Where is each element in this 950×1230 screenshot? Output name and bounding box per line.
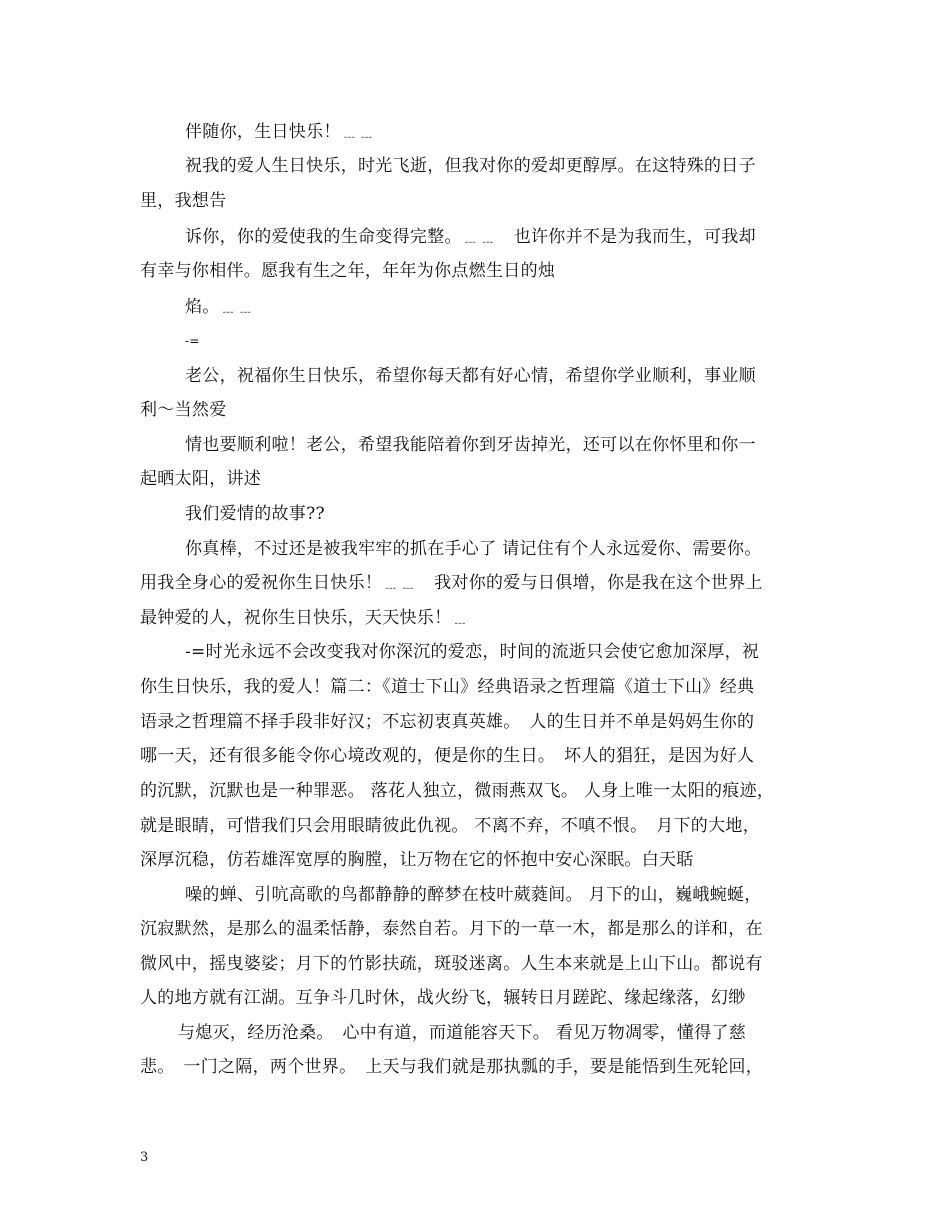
text-line: -=时光永远不会改变我对你深沉的爱恋，时间的流逝只会使它愈加深厚，祝 — [185, 642, 760, 662]
text-line: 老公，祝福你生日快乐，希望你每天都有好心情，希望你学业顺利，事业顺 — [185, 366, 756, 386]
text-line: 里，我想告 — [140, 191, 227, 211]
text-line: 我们爱情的故事?? — [185, 504, 325, 524]
text-line: 最钟爱的人，祝你生日快乐，天天快乐！﹍ — [140, 608, 469, 628]
text-line: 你真棒，不过还是被我牢牢的抓在手心了 请记住有个人永远爱你、需要你。 — [185, 539, 762, 559]
text-line: 语录之哲理篇不择手段非好汉；不忘初衷真英雄。 人的生日并不单是妈妈生你的 — [140, 712, 755, 732]
text-line: 祝我的爱人生日快乐，时光飞逝，但我对你的爱却更醇厚。在这特殊的日子 — [185, 156, 756, 176]
text-line: 人的地方就有江湖。互争斗几时休，战火纷飞，辗转日月蹉跎、缘起缘落，幻缈 — [140, 988, 746, 1008]
page-number: 3 — [140, 1150, 149, 1165]
text-line: 起晒太阳，讲述 — [140, 469, 262, 489]
text-line: 悲。 一门之隔，两个世界。 上天与我们就是那执瓢的手，要是能悟到生死轮回， — [140, 1057, 764, 1077]
text-line: 深厚沉稳，仿若雄浑宽厚的胸膛，让万物在它的怀抱中安心深眠。白天聒 — [140, 850, 694, 870]
text-line: 就是眼睛，可惜我们只会用眼睛彼此仇视。 不离不弃，不嗔不恨。 月下的大地， — [140, 816, 761, 836]
text-line: 你生日快乐，我的爱人！篇二：《道士下山》经典语录之哲理篇《道士下山》经典 — [140, 677, 755, 697]
text-line: 微风中，摇曳婆娑；月下的竹影扶疏，斑驳迷离。人生本来就是上山下山。都说有 — [140, 954, 763, 974]
text-line: 有幸与你相伴。愿我有生之年，年年为你点燃生日的烛 — [140, 261, 556, 281]
text-line: 利～当然爱 — [140, 400, 227, 420]
text-line: 的沉默，沉默也是一种罪恶。 落花人独立，微雨燕双飞。 人身上唯一太阳的痕迹， — [140, 781, 775, 801]
text-line: 情也要顺利啦！老公，希望我能陪着你到牙齿掉光，还可以在你怀里和你一 — [185, 435, 756, 455]
text-line: 哪一天，还有很多能令你心境改观的，便是你的生日。 坏人的猖狂，是因为好人 — [140, 746, 755, 766]
text-line: 伴随你，生日快乐！﹍﹍ — [185, 122, 376, 142]
text-line: 用我全身心的爱祝你生日快乐！﹍﹍ 我对你的爱与日俱增，你是我在这个世界上 — [140, 573, 763, 593]
text-line: 焰。﹍﹍ — [185, 297, 255, 317]
text-line: 沉寂默然，是那么的温柔恬静，泰然自若。月下的一草一木，都是那么的详和，在 — [140, 919, 763, 939]
text-line: 噪的蝉、引吭高歌的鸟都静静的醉梦在枝叶葳蕤间。 月下的山，巍峨蜿蜒， — [185, 885, 762, 905]
text-line: 与熄灭，经历沧桑。 心中有道，而道能容天下。 看见万物凋零，懂得了慈 — [178, 1023, 747, 1043]
text-line: 诉你，你的爱使我的生命变得完整。﹍﹍ 也许你并不是为我而生，可我却 — [185, 227, 756, 247]
text-line: -= — [185, 334, 200, 348]
